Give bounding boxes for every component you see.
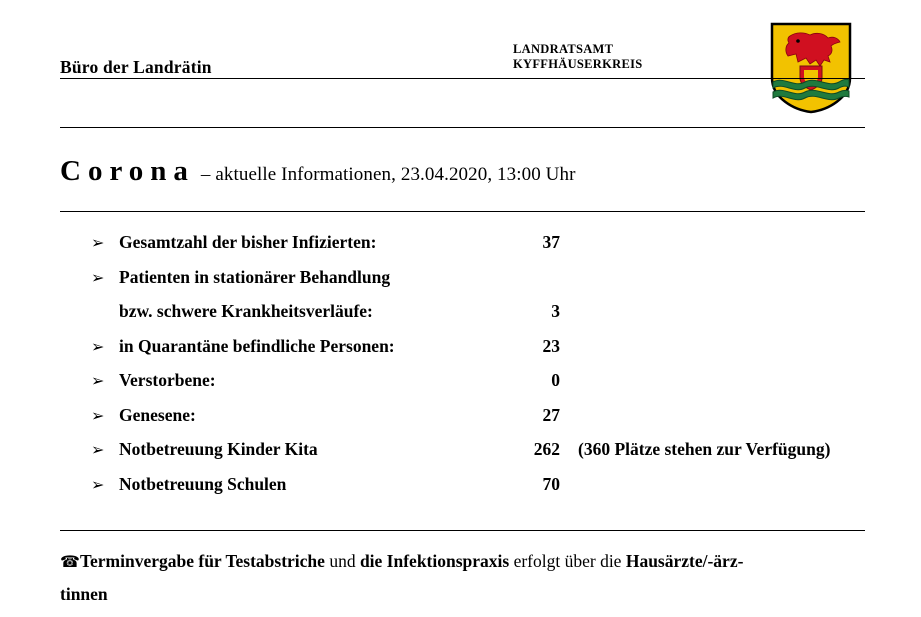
list-item-value: 23: [542, 335, 560, 356]
list-item-label: in Quarantäne befindliche Personen:: [119, 335, 395, 356]
authority-name: [513, 42, 643, 72]
coat-of-arms-kyffhaeuserkreis-icon: [770, 22, 852, 114]
list-item-label: Notbetreuung Schulen: [119, 473, 287, 494]
bullet-icon: ➢: [91, 474, 105, 494]
footer-part-5: Hausärzte/-ärz-: [625, 551, 744, 571]
divider-above-title: [60, 127, 865, 128]
list-item-value: 27: [542, 404, 560, 425]
list-item: [60, 267, 865, 302]
list-item: [60, 439, 865, 474]
list-item-value: 3: [551, 301, 560, 321]
list-item-value: 37: [542, 232, 560, 252]
list-item: [60, 370, 865, 405]
footer-note: [60, 545, 860, 611]
authority-line-1: LANDRATSAMT: [513, 42, 614, 56]
bullet-icon: ➢: [91, 336, 105, 356]
divider-below-title: [60, 211, 865, 212]
page-title: [60, 155, 576, 188]
bullet-icon: ➢: [91, 233, 105, 252]
footer-part-6: tinnen: [60, 584, 108, 604]
bullet-icon: ➢: [91, 371, 105, 390]
list-item-value: 70: [542, 473, 560, 494]
list-item-label: Gesamtzahl der bisher Infizierten:: [119, 232, 377, 252]
list-item-value: 0: [551, 370, 560, 390]
divider-above-footer: [60, 530, 865, 531]
telephone-icon: ☎: [60, 552, 80, 571]
bullet-icon: ➢: [91, 440, 105, 459]
list-item-note: (360 Plätze stehen zur Verfügung): [578, 439, 831, 459]
list-item-label: Genesene:: [119, 404, 196, 425]
document-header: [60, 22, 865, 114]
list-item: [60, 405, 865, 440]
title-main: Corona: [60, 155, 195, 187]
header-divider: [60, 78, 865, 79]
footer-part-1: Terminvergabe für Testabstriche: [79, 551, 325, 571]
title-subtitle: – aktuelle Informationen, 23.04.2020, 13:00 Uhr: [200, 164, 576, 185]
footer-part-2: und: [324, 551, 360, 571]
footer-part-4: erfolgt über die: [509, 551, 626, 571]
list-item-label: bzw. schwere Krankheitsverläufe:: [119, 301, 373, 321]
bullet-icon: ➢: [91, 267, 105, 287]
authority-line-2: KYFFHÄUSERKREIS: [513, 56, 643, 71]
list-item-label: Verstorbene:: [119, 370, 216, 390]
list-item-value: 262: [533, 439, 560, 459]
list-item-label: Patienten in stationärer Behandlung: [119, 266, 391, 287]
office-title: Büro der Landrätin: [60, 57, 212, 77]
list-item: [60, 232, 865, 267]
bullet-icon: ➢: [91, 405, 105, 425]
list-item-label: Notbetreuung Kinder Kita: [119, 439, 318, 459]
list-item: [60, 336, 865, 371]
footer-part-3: die Infektionspraxis: [359, 551, 510, 571]
list-item: [60, 474, 865, 509]
statistics-list: [60, 232, 865, 508]
list-item: [60, 301, 865, 336]
